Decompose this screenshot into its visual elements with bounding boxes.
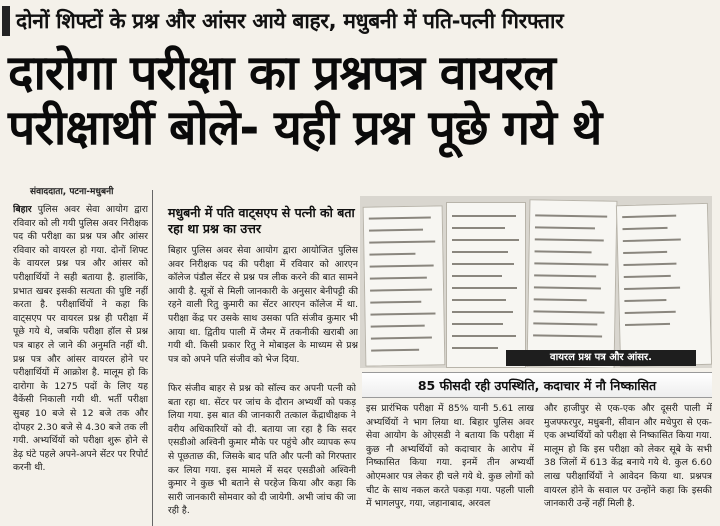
question-paper-photo <box>360 196 712 368</box>
article-column-1 <box>13 203 148 525</box>
subheadline: मधुबनी में पति वाट्सएप से पत्नी को बता रहा था प्रश्न का उत्तर <box>168 205 355 236</box>
paper-sheet <box>446 202 526 368</box>
headline <box>8 46 712 156</box>
column-1-text: पुलिस अवर सेवा आयोग द्वारा रविवार को ली गयी पुलिस अवर निरीक्षक पद की परीक्षा का प्रश्न पत्र और आंसर रविवार को वायरल हो गया. दोनों शिफ्ट के वायरल प्रश्न पत्र और आंसर को परीक्षार्थियों ने सही बताया है. हालांकि, प्रभात खबर इसकी सत्यता की पुष्टि नहीं करता है. परीक्षार्थियों ने कहा कि वाट्सएप पर वायरल प्रश्न ही परीक्षा में पूछे गये थे, जबकि परीक्षा हॉल से प्रश्न पत्र बाहर ले जाने की अनुमति नहीं थी. प्रश्न पत्र और आंसर वायरल होने पर परीक्षार्थियों में आक्रोश है. मालूम हो कि दारोगा के 1275 पदों के लिए यह वैकेंसी निकाली गयी थी. भर्ती परीक्षा सुबह 10 बजे से 12 बजे तक और दोपहर 2.30 बजे से 4.30 बजे तक ली गयी. अभ्यर्थियों को परीक्षा शुरू होने से डेढ़ घंटे पहले अपने-अपने सेंटर पर रिपोर्ट करनी थी. <box>13 204 148 474</box>
kicker-strip <box>2 2 716 40</box>
article-column-4: इस प्रारंभिक परीक्षा में 85% यानी 5.61 लाख अभ्यर्थियों ने भाग लिया था. बिहार पुलिस अवर सेवा आयोग के ओएसडी ने बताया कि परीक्षा में कुछ नौ अभ्यर्थियों को कदाचार के आरोप में निष्कासित किया गया. इनमें तीन अभ्यर्थी ओएमआर पत्र लेकर ही चले गये थे. कुछ लोगों को चीट के साथ नकल करते पकड़ा गया. पहली पाली में भागलपुर, गया, जहानाबाद, अरवल <box>366 403 534 510</box>
headline-line-2: परीक्षार्थी बोले- यही प्रश्न पूछे गये थे <box>8 100 602 156</box>
lead-word: बिहार <box>13 204 32 215</box>
byline: संवाददाता, पटना-मधुबनी <box>30 187 114 197</box>
article-column-2: बिहार पुलिस अवर सेवा आयोग द्वारा आयोजित पुलिस अवर निरीक्षक पद की परीक्षा में रविवार को आरएन कॉलेज पंडौल सेंटर से प्रश्न पत्र लीक करने की बात सामने आयी है. सूत्रों से मिली जानकारी के अनुसार बेनीपट्टी की रहने वाली रितु कुमारी का सेंटर आरएन कॉलेज में था. परीक्षा केंद्र पर उसके साथ उसका पति संजीव कुमार भी आया था. द्वितीय पाली में जैमर में तकनीकी खराबी आ गयी थी. किसी प्रकार रितु ने मोबाइल के माध्यम से प्रश्न पत्र को अपने पति संजीव को भेज दिया. <box>168 245 358 365</box>
headline-line-1: दारोगा परीक्षा का प्रश्नपत्र वायरल <box>8 45 555 101</box>
column-divider <box>152 190 153 526</box>
article-column-5: और हाजीपुर से एक-एक और दूसरी पाली में मुजफ्फरपुर, मधुबनी, सीवान और मधेपुरा से एक-एक अभ्यर्थियों को परीक्षा से निष्कासित किया गया. मालूम हो कि इस परीक्षा को लेकर सूबे के सभी 38 जिलों में 613 केंद्र बनाये गये थे. कुल 6.60 लाख परीक्षार्थियों ने आवेदन किया था. प्रश्नपत्र वायरल होने के सवाल पर उन्होंने कहा कि इसकी जानकारी उन्हें नहीं मिली है. <box>544 403 712 510</box>
answer-sheet <box>616 203 712 367</box>
paper-sheet <box>527 199 618 368</box>
photo-caption: वायरल प्रश्न पत्र और आंसर. <box>506 350 696 366</box>
paper-sheet <box>363 205 446 366</box>
kicker-bar <box>2 6 10 36</box>
section-banner: 85 फीसदी रही उपस्थिति, कदाचार में नौ निष्कासित <box>362 372 712 398</box>
kicker-text: दोनों शिफ्टों के प्रश्न और आंसर आये बाहर, मधुबनी में पति-पत्नी गिरफ्तार <box>16 9 564 33</box>
article-column-3: फिर संजीव बाहर से प्रश्न को सॉल्व कर अपनी पत्नी को बता रहा था. सेंटर पर जांच के दौरान अभ्यर्थी को पकड़ लिया गया. इस बात की जानकारी तत्काल केंद्राधीक्षक ने वरीय अधिकारियों को दी. बताया जा रहा है कि सदर एसडीओ अश्विनी कुमार मौके पर पहुंचे और व्यापक रूप से पूछताछ की, जिसके बाद पति और पत्नी को गिरफ्तार कर लिया गया. इस मामले में सदर एसडीओ अश्विनी कुमार ने कुछ भी बताने से परहेज किया और कहा कि सारी जानकारी सोमवार को दी जायेगी. अभी जांच की जा रही है. <box>168 383 356 517</box>
